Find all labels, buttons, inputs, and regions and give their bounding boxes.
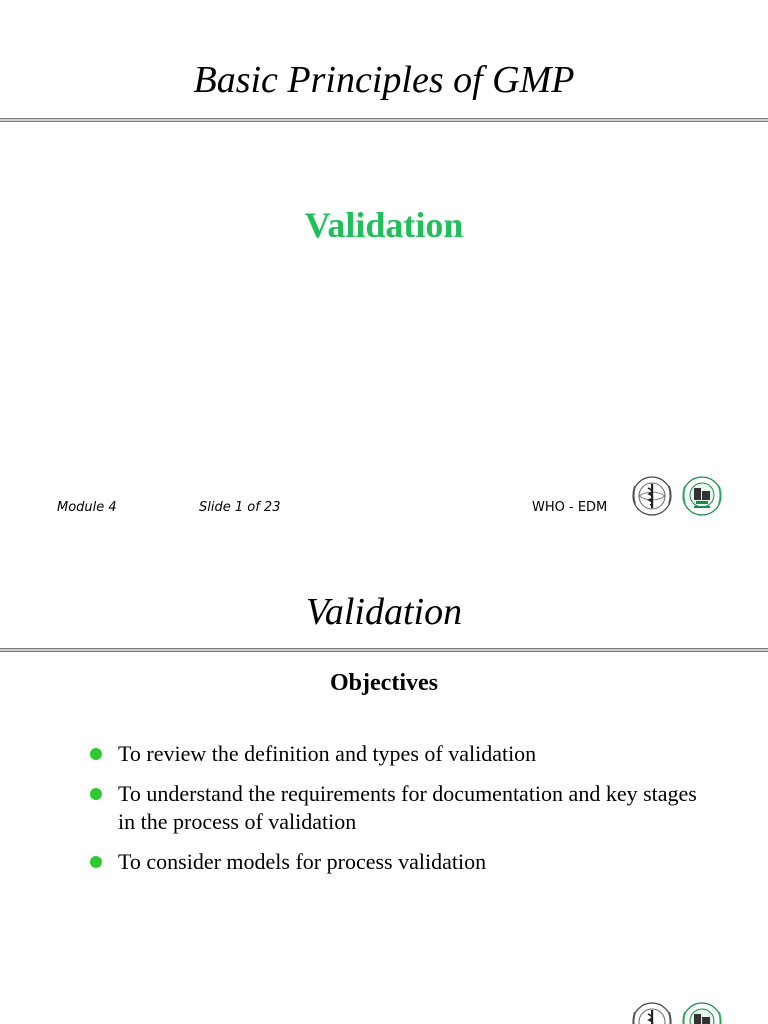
title-divider [0,648,768,652]
footer-module: Module 4 [57,500,117,515]
list-item [90,740,710,768]
bullet-text: To review the definition and types of validation [118,741,537,766]
who-emblem-icon [633,477,671,515]
slide-title: Validation [305,591,463,633]
slide-subtitle: Validation [304,205,464,245]
footer-logos [628,474,728,518]
bullet-text: To understand the requirements for documentation and key stages in the process of validation [118,781,697,834]
list-item [90,780,710,836]
ifpma-emblem-icon [683,1003,721,1024]
slide-title: Basic Principles of GMP [193,59,575,101]
bullet-icon [90,748,102,760]
footer-organization: WHO - EDM [532,500,608,515]
bullet-icon [90,856,102,868]
footer-logos [628,1000,728,1024]
bullet-icon [90,788,102,800]
objectives-heading: Objectives [330,670,438,696]
bullet-text: To consider models for process validation [118,849,487,874]
footer-slide-number: Slide 1 of 23 [199,500,281,515]
list-item [90,848,710,876]
who-emblem-icon [633,1003,671,1024]
slide-2 [0,560,768,1024]
title-divider [0,118,768,122]
objectives-list [90,740,710,888]
ifpma-emblem-icon [683,477,721,515]
